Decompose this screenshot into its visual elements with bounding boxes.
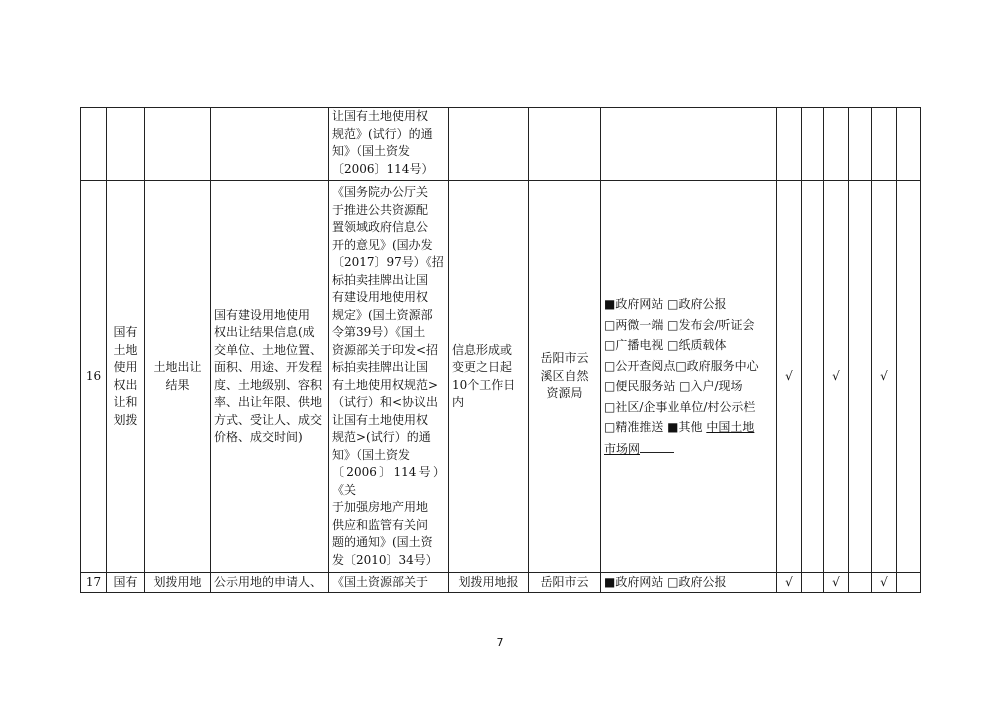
content-line: 方式、受让人、成交: [214, 412, 323, 427]
cell-item: [145, 181, 211, 573]
cell-check: √: [824, 573, 849, 593]
cell-check: [802, 573, 824, 593]
category-line: 土地: [113, 342, 138, 357]
cell-agency: 岳阳市云: [529, 573, 601, 593]
time-line: 内: [452, 395, 465, 409]
cell-channel: ■政府网站 □政府公报: [601, 573, 777, 593]
cell-content: [211, 181, 329, 573]
basis-line: 资源部关于印发<招: [332, 342, 439, 357]
table-row-16: [81, 181, 921, 573]
cell-check: [824, 108, 849, 181]
cell-basis: [329, 108, 449, 181]
cell-basis: [329, 181, 449, 573]
content-line: 度、土地级别、容积: [214, 377, 323, 392]
channel-line: □便民服务站 □入户/现场: [604, 379, 743, 393]
agency-line: 岳阳市云: [540, 351, 589, 366]
category-line: 国有: [113, 325, 138, 339]
basis-line: 规范》(试行）的通: [332, 126, 433, 141]
channel-line-other-cont: [604, 438, 773, 460]
cell-check: [802, 108, 824, 181]
channel-line: □广播电视 □纸质载体: [604, 338, 727, 352]
content-line: 率、出让年限、供地: [214, 395, 323, 409]
basis-line: 知》（国土资发: [332, 144, 411, 158]
cell-check: √: [824, 181, 849, 573]
cell-basis: 《国土资源部关于: [329, 573, 449, 593]
cell-check: [897, 573, 921, 593]
item-line: 结果: [165, 377, 190, 392]
basis-line: 令第39号）《国土: [332, 325, 426, 339]
cell-check: √: [777, 573, 802, 593]
cell-no: 17: [81, 573, 107, 593]
cell-channel: [601, 181, 777, 573]
table-row-17: [81, 573, 921, 593]
cell-check: √: [872, 181, 897, 573]
cell-channel: [601, 108, 777, 181]
cell-check: [897, 181, 921, 573]
cell-no: [81, 108, 107, 181]
basis-line: 〔2006〕114号）: [332, 161, 434, 176]
cell-content: 公示用地的申请人、: [211, 573, 329, 593]
cell-no: 16: [81, 181, 107, 573]
basis-line: 题的通知》(国土资: [332, 535, 433, 549]
basis-line: 于推进公共资源配: [332, 202, 429, 217]
cell-agency: [529, 181, 601, 573]
cell-check: √: [872, 573, 897, 593]
basis-line: 标拍卖挂牌出让国: [332, 272, 429, 287]
cell-item: 划拨用地: [145, 573, 211, 593]
channel-line: □公开查阅点□政府服务中心: [604, 358, 759, 373]
basis-line: 《国务院办公厅关: [332, 185, 429, 199]
cell-check: [849, 108, 872, 181]
content-line: 国有建设用地使用: [214, 307, 311, 322]
basis-line: 于加强房地产用地: [332, 500, 429, 514]
underline-blank: [640, 438, 674, 453]
basis-line: 有建设用地使用权: [332, 290, 429, 304]
cell-agency: [529, 108, 601, 181]
cell-time: [449, 181, 529, 573]
basis-line: 让国有土地使用权: [332, 109, 429, 123]
cell-time: [449, 108, 529, 181]
category-line: 使用: [113, 360, 138, 374]
basis-line: 供应和监管有关问: [332, 517, 429, 532]
cell-category: 国有: [107, 573, 145, 593]
basis-line: 开的意见》(国办发: [332, 237, 433, 252]
cell-category: [107, 108, 145, 181]
cell-content: [211, 108, 329, 181]
cell-item: [145, 108, 211, 181]
basis-line: 置领域政府信息公: [332, 220, 429, 234]
channel-line: ■政府网站 □政府公报: [604, 297, 727, 311]
item-line: 土地出让: [153, 360, 202, 374]
channel-line: □精准推送 ■其他: [604, 420, 703, 434]
cell-check: [849, 181, 872, 573]
category-line: 权出: [113, 377, 138, 392]
disclosure-table: [80, 107, 921, 593]
basis-line: 标拍卖挂牌出让国: [332, 360, 429, 374]
cell-check: [777, 108, 802, 181]
time-line: 10个工作日: [452, 377, 516, 392]
basis-line: 规范>(试行）的通: [332, 430, 431, 444]
page-number: 7: [496, 636, 504, 649]
basis-line: 让国有土地使用权: [332, 412, 429, 427]
cell-check: [802, 181, 824, 573]
channel-line-other: [604, 417, 773, 438]
basis-line: 〔2006〕114号）《关: [332, 465, 445, 497]
table-row-continuation: [81, 108, 921, 181]
cell-check: [849, 573, 872, 593]
content-line: 面积、用途、开发程: [214, 360, 323, 374]
content-line: 交单位、土地位置、: [214, 342, 323, 357]
content-line: 权出让结果信息(成: [214, 325, 315, 339]
cell-check: [897, 108, 921, 181]
basis-line: 有土地使用权规范>: [332, 377, 439, 392]
cell-check: [872, 108, 897, 181]
channel-line: □社区/企事业单位/村公示栏: [604, 399, 756, 414]
agency-line: 溪区自然: [540, 368, 589, 383]
time-line: 信息形成或: [452, 342, 513, 357]
channel-line: □两微一端 □发布会/听证会: [604, 317, 755, 332]
content-line: 价格、成交时间): [214, 430, 303, 444]
agency-line: 资源局: [546, 386, 583, 401]
category-line: 划拨: [113, 412, 138, 427]
basis-line: 〔2017〕97号）《招: [332, 255, 444, 269]
other-channel-link-cont[interactable]: 市场网: [604, 441, 641, 456]
basis-line: （试行）和<协议出: [332, 395, 439, 409]
cell-check: √: [777, 181, 802, 573]
cell-category: [107, 181, 145, 573]
time-line: 变更之日起: [452, 360, 513, 374]
category-line: 让和: [113, 395, 138, 409]
other-channel-link[interactable]: 中国土地: [706, 420, 755, 434]
basis-line: 知》（国土资发: [332, 447, 411, 462]
basis-line: 发〔2010〕34号）: [332, 552, 438, 567]
basis-line: 规定》(国土资源部: [332, 307, 433, 322]
cell-time: 划拨用地报: [449, 573, 529, 593]
